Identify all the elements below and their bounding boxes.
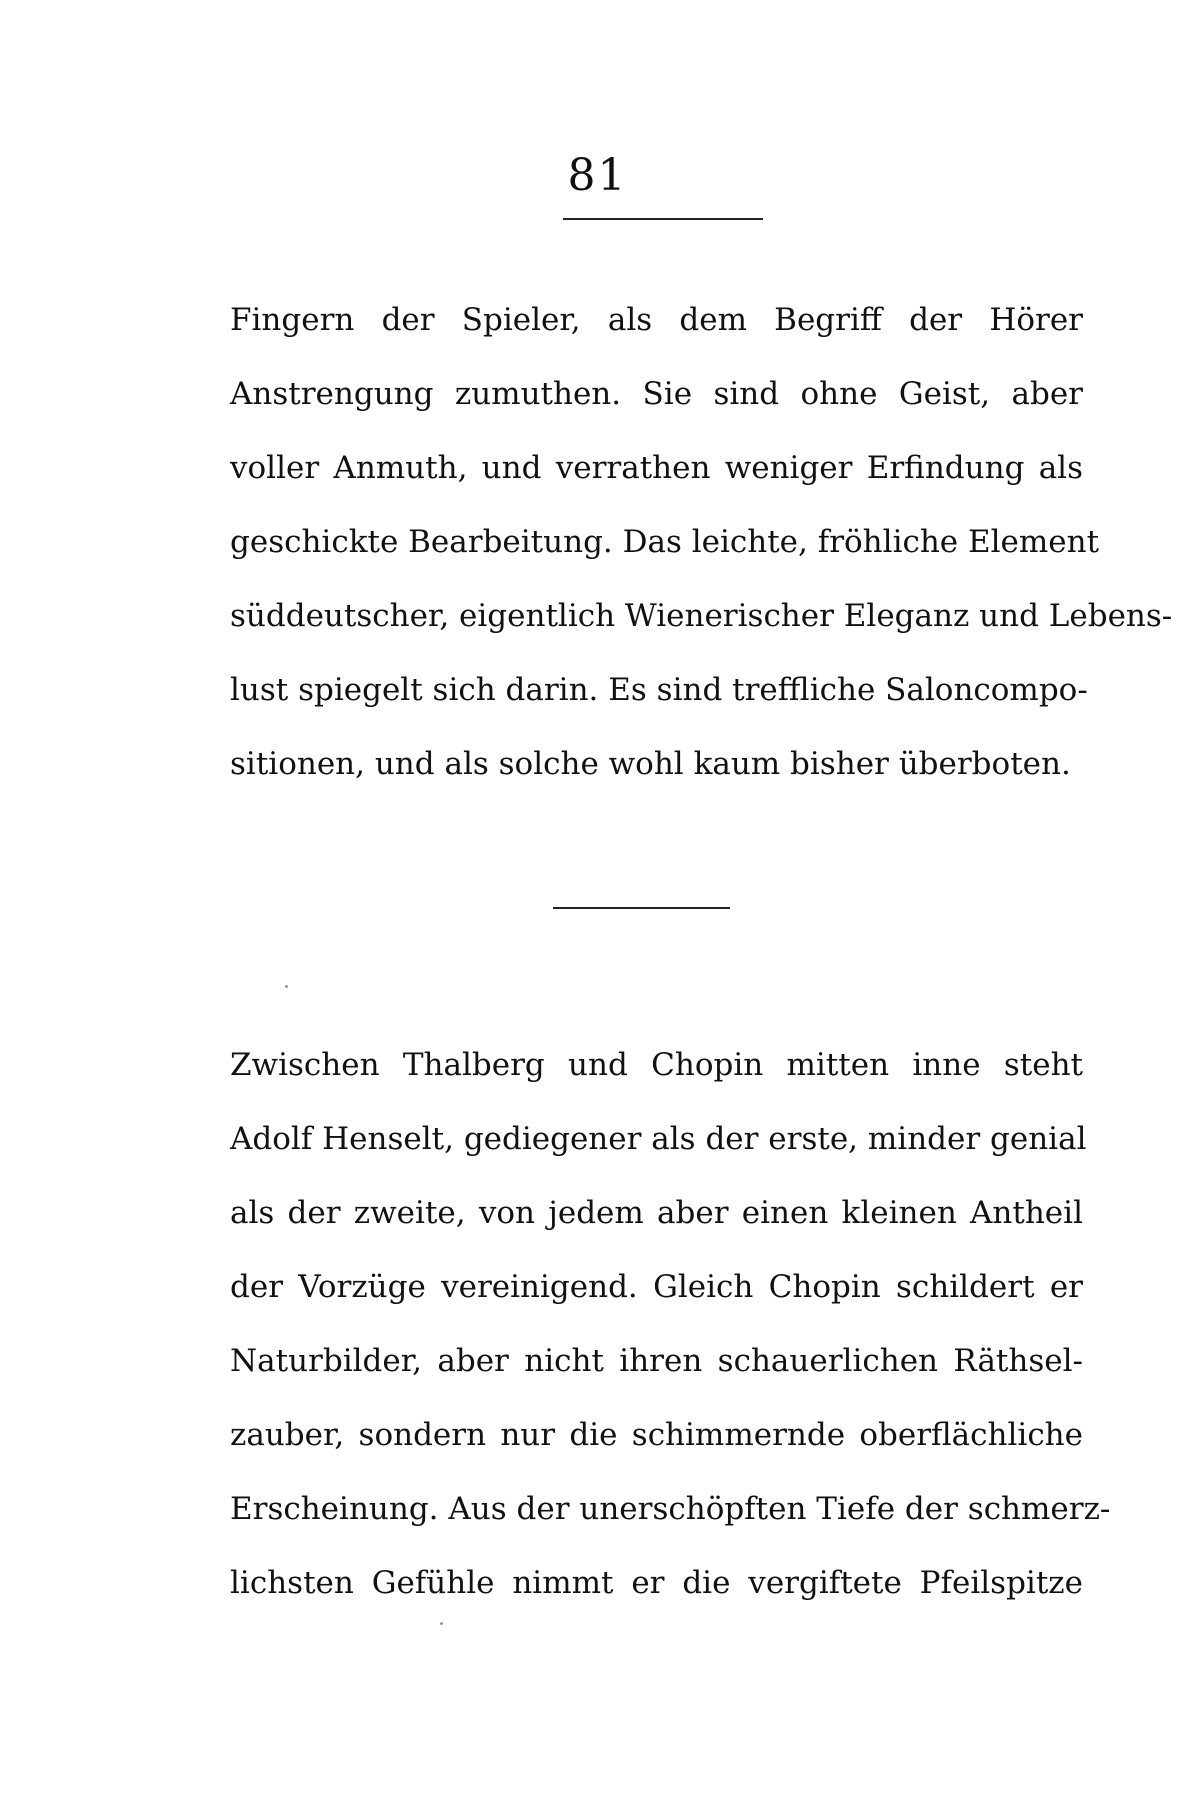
paper-speck bbox=[440, 1622, 443, 1625]
text-line: sitionen, und als solche wohl kaum bisher überboten. bbox=[230, 746, 1071, 782]
text-line: der Vorzüge vereinigend. Gleich Chopin schildert er bbox=[230, 1269, 1083, 1305]
section-divider bbox=[553, 907, 730, 909]
text-line: süddeutscher, eigentlich Wienerischer Eleganz und Lebens- bbox=[230, 598, 1173, 634]
text-line: Erscheinung. Aus der unerschöpften Tiefe der schmerz- bbox=[230, 1491, 1111, 1527]
text-line: Anstrengung zumuthen. Sie sind ohne Geist, aber bbox=[230, 376, 1083, 412]
header-rule bbox=[563, 218, 763, 220]
paragraph-2 bbox=[230, 1028, 1111, 1620]
text-line: lichsten Gefühle nimmt er die vergiftete Pfeilspitze bbox=[230, 1565, 1083, 1601]
text-line: als der zweite, von jedem aber einen kleinen Antheil bbox=[230, 1195, 1083, 1231]
text-line: lust spiegelt sich darin. Es sind treffliche Saloncompo- bbox=[230, 672, 1088, 708]
page-number: 81 bbox=[567, 150, 628, 201]
text-line: Adolf Henselt, gediegener als der erste, minder genial bbox=[230, 1121, 1087, 1157]
text-line: voller Anmuth, und verrathen weniger Erfindung als bbox=[230, 450, 1083, 486]
text-line: Naturbilder, aber nicht ihren schauerlichen Räthsel- bbox=[230, 1343, 1083, 1379]
text-line: Zwischen Thalberg und Chopin mitten inne steht bbox=[230, 1047, 1083, 1083]
text-line: geschickte Bearbeitung. Das leichte, fröhliche Element bbox=[230, 524, 1100, 560]
text-line: zauber, sondern nur die schimmernde oberflächliche bbox=[230, 1417, 1083, 1453]
paragraph-1 bbox=[230, 283, 1173, 801]
text-line: Fingern der Spieler, als dem Begriff der Hörer bbox=[230, 302, 1083, 338]
paper-speck bbox=[285, 985, 288, 988]
